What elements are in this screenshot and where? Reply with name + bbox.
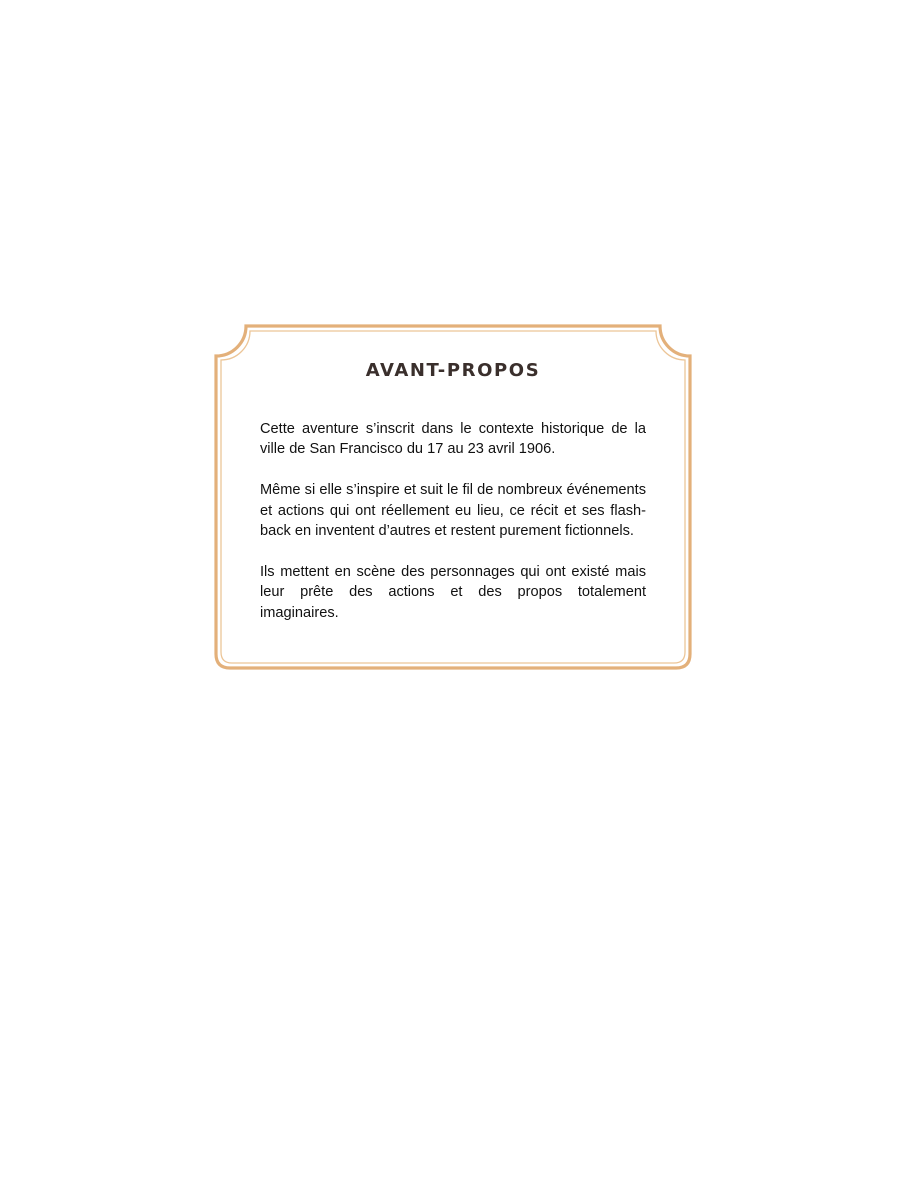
paragraph: Cette aventure s’inscrit dans le contexte historique de la ville de San Francisco du 17 au 23 avril 1906. xyxy=(260,421,646,458)
paragraph: Même si elle s’inspire et suit le fil de nombreux événements et actions qui ont réellement eu lieu, ce récit et ses flash-back en inventent d’autres et restent purement fictionnels. xyxy=(260,482,646,540)
paragraph: Ils mettent en scène des personnages qui ont existé mais leur prête des actions et des propos totalement imaginaires. xyxy=(260,563,646,621)
page-title: AVANT-PROPOS xyxy=(365,360,541,381)
foreword-frame xyxy=(212,322,694,672)
foreword-text xyxy=(260,419,646,643)
